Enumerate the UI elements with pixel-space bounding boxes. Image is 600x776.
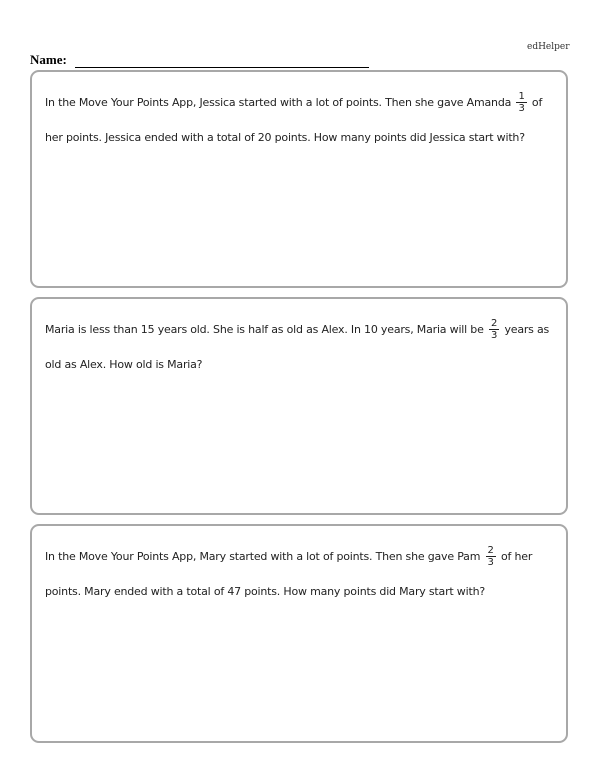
name-label: Name: — [30, 52, 67, 67]
name-row — [30, 52, 369, 68]
problem-box-1 — [30, 70, 568, 288]
brand-label: edHelper — [527, 42, 570, 52]
name-input-line[interactable] — [75, 55, 369, 68]
problem-1-fraction — [516, 91, 526, 114]
problem-2-text-after: years as old as Alex. How old is Maria? — [45, 323, 550, 371]
problem-box-3 — [30, 524, 568, 743]
fraction-numerator: 2 — [490, 317, 498, 329]
fraction-denominator: 3 — [490, 329, 498, 341]
problem-1-text-after: of her points. Jessica ended with a total of 20 points. How many points did Jessica start with? — [45, 96, 543, 144]
problem-2-fraction — [489, 318, 499, 341]
problem-3-fraction — [486, 545, 496, 568]
problem-3-text-after: of her points. Mary ended with a total of 47 points. How many points did Mary start with? — [45, 550, 533, 598]
problem-text-3 — [45, 539, 556, 609]
fraction-denominator: 3 — [487, 556, 494, 568]
problem-box-2 — [30, 297, 568, 515]
problem-2-text-before: Maria is less than 15 years old. She is half as old as Alex. In 10 years, Maria will be — [45, 323, 484, 336]
problem-1-text-before: In the Move Your Points App, Jessica started with a lot of points. Then she gave Amanda — [45, 96, 512, 109]
problem-text-2 — [45, 312, 556, 382]
problem-3-text-before: In the Move Your Points App, Mary started with a lot of points. Then she gave Pam — [45, 550, 481, 563]
problem-text-1 — [45, 85, 556, 155]
fraction-numerator: 2 — [487, 544, 494, 556]
fraction-denominator: 3 — [518, 102, 525, 114]
fraction-numerator: 1 — [518, 90, 525, 102]
